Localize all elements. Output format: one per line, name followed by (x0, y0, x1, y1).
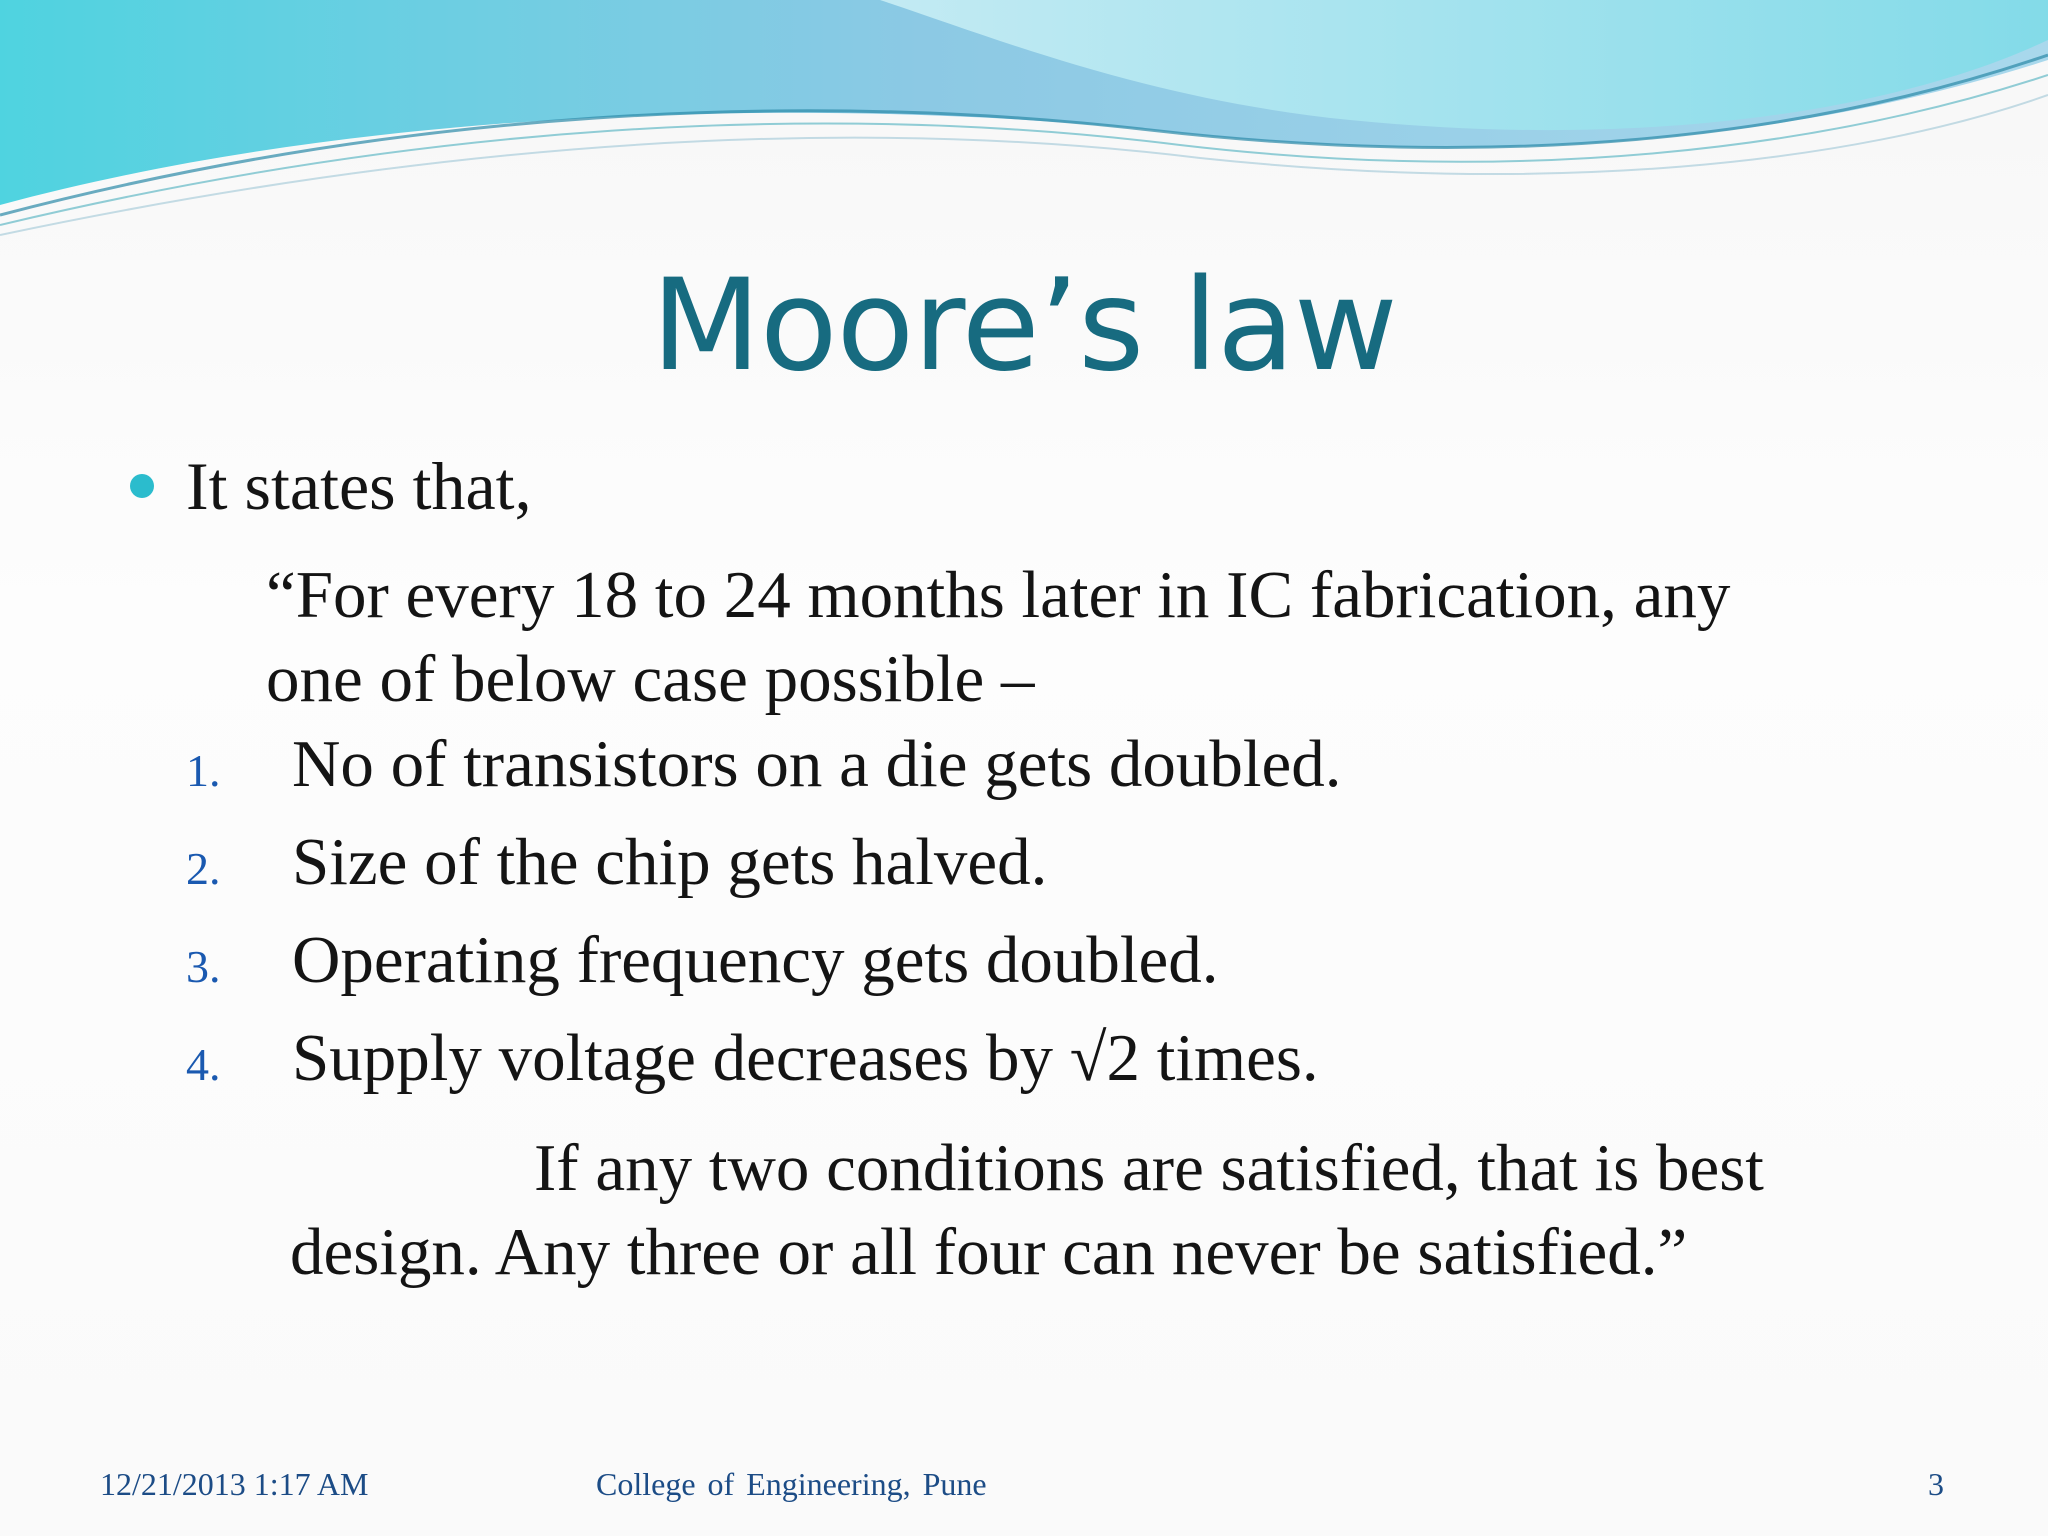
list-number: 3. (186, 941, 221, 992)
list-item-text: No of transistors on a die gets doubled. (292, 727, 1342, 801)
list-number: 4. (186, 1039, 221, 1090)
list-item-text: Size of the chip gets halved. (292, 825, 1048, 899)
list-item-text: Operating frequency gets doubled. (292, 923, 1219, 997)
list-item-text: Supply voltage decreases by √2 times. (292, 1021, 1319, 1095)
list-item (186, 923, 1342, 1025)
footer-page-number: 3 (1928, 1466, 1944, 1502)
slide-title: Moore’s law (651, 251, 1397, 399)
list-item (186, 825, 1342, 927)
list-item (186, 1021, 1342, 1123)
header-wave-decoration (0, 0, 2048, 240)
conditions-list (186, 727, 1342, 1123)
footer-date: 12/21/2013 1:17 AM (100, 1466, 369, 1502)
bullet-point (130, 448, 532, 524)
footer-organization: College of Engineering, Pune (596, 1466, 987, 1502)
quote-text (266, 553, 1866, 721)
bullet-dot-icon (130, 474, 154, 498)
quote-line-2: one of below case possible – (266, 642, 1035, 716)
bullet-text: It states that, (186, 448, 532, 524)
quote-line-1: “For every 18 to 24 months later in IC fabrication, any (266, 558, 1731, 632)
list-number: 2. (186, 843, 221, 894)
conclusion-text (290, 1126, 1764, 1294)
list-number: 1. (186, 745, 221, 796)
conclusion-line-1: If any two conditions are satisfied, that is best (534, 1131, 1764, 1205)
list-item (186, 727, 1342, 829)
conclusion-line-2: design. Any three or all four can never be satisfied.” (290, 1215, 1688, 1289)
